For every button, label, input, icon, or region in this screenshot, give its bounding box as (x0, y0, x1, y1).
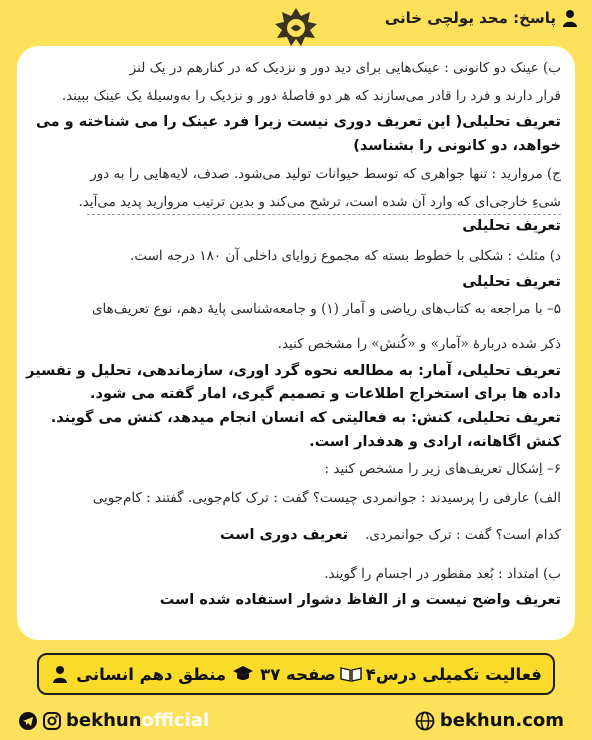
answer-segment: تعریف دوری است (219, 527, 349, 543)
lesson-banner (37, 653, 555, 695)
answer-line: تعریف تحلیلی (462, 274, 561, 290)
website-link[interactable] (415, 710, 564, 731)
banner-course: منطق دهم انسانی (76, 664, 227, 684)
social-handle[interactable] (18, 710, 209, 731)
text-line: ۶– اِشکال تعریف‌های زیر را مشخص کنید : (324, 461, 561, 477)
telegram-icon[interactable] (18, 711, 38, 731)
book-icon (340, 666, 362, 682)
website-text[interactable]: bekhun.com (439, 710, 564, 731)
text-line: ۵– با مراجعه به کتاب‌های ریاضی و آمار (۱) و جامعه‌شناسی پایهٔ دهم، نوع تعریف‌های (91, 301, 561, 317)
handle-text-light[interactable]: official (141, 710, 210, 731)
text-line: د) مثلث : شکلی با خطوط بسته که مجموع زوایای داخلی آن ۱۸۰ درجه است. (130, 248, 561, 264)
text-line: ب) عینک دو کانونی : عینک‌هایی برای دید دور و نزدیک که در کنارهم در یک لنز (129, 60, 561, 76)
top-bar (0, 0, 592, 44)
answer-line: کنش اگاهانه، ارادی و هدفدار است. (309, 434, 561, 450)
text-line: قرار دارند و فرد را قادر می‌سازند که هر دو فاصلهٔ دور و نزدیک را به‌وسیلهٔ یک عینک ببیند. (61, 88, 561, 104)
answer-line: خواهد، دو کانونی را بشناسد) (353, 138, 561, 154)
globe-icon[interactable] (415, 711, 435, 731)
instagram-icon[interactable] (42, 711, 62, 731)
text-line: الف) عارفی را پرسیدند : جوانمردی چیست؟ گفت : ترک کام‌جویی. گفتند : کام‌جویی (92, 490, 561, 506)
text-line: ذکر شده دربارهٔ «آمار» و «کُنش» را مشخص کنید. (277, 336, 561, 352)
user-icon (562, 9, 578, 27)
answer-line: تعریف تحلیلی (462, 218, 561, 234)
divider (87, 214, 561, 215)
answer-author (385, 9, 578, 27)
answer-line: تعریف تحلیلی، کنش: به فعالیتی که انسان انجام میدهد، کنش می گویند. (50, 410, 561, 426)
handle-text-dark[interactable]: bekhun (66, 710, 142, 731)
footer (0, 700, 592, 740)
answer-line: تعریف تحلیلی( این تعریف دوری نیست زیرا فرد عینک را می شناخته و می (35, 114, 561, 130)
answer-author-label: پاسخ: محد یولچی خانی (384, 9, 556, 27)
banner-lesson: فعالیت تکمیلی درس۴ (365, 664, 542, 684)
text-line: ج) مروارید : تنها جواهری که توسط حیوانات تولید می‌شود. صدف، لایه‌هایی را به دور (90, 166, 561, 182)
graduation-cap-icon (232, 665, 254, 683)
banner-page: صفحه ۳۷ (260, 664, 336, 684)
mixed-line (220, 524, 561, 543)
answer-line: تعریف واضح نیست و از الفاظ دشوار استفاده شده است (159, 592, 561, 608)
answer-line: داده ها برای استخراج اطلاعات و تصمیم گیری، امار گفته می شود. (90, 386, 561, 402)
student-icon (50, 664, 70, 684)
text-segment: کدام است؟ گفت : ترک جوانمردی. (365, 527, 561, 543)
text-line: ب) امتداد : بُعد مقطور در اجسام را گویند. (324, 566, 561, 582)
answer-line: تعریف تحلیلی، آمار: به مطالعه نحوه گرد اوری، سازماندهی، تحلیل و تفسیر (26, 363, 561, 379)
content-card (17, 46, 575, 640)
text-line: شیءِ خارجی‌ای که وارد آن شده است، ترشح می‌کند و بدین ترتیب مروارید پدید می‌آید. (78, 194, 561, 210)
